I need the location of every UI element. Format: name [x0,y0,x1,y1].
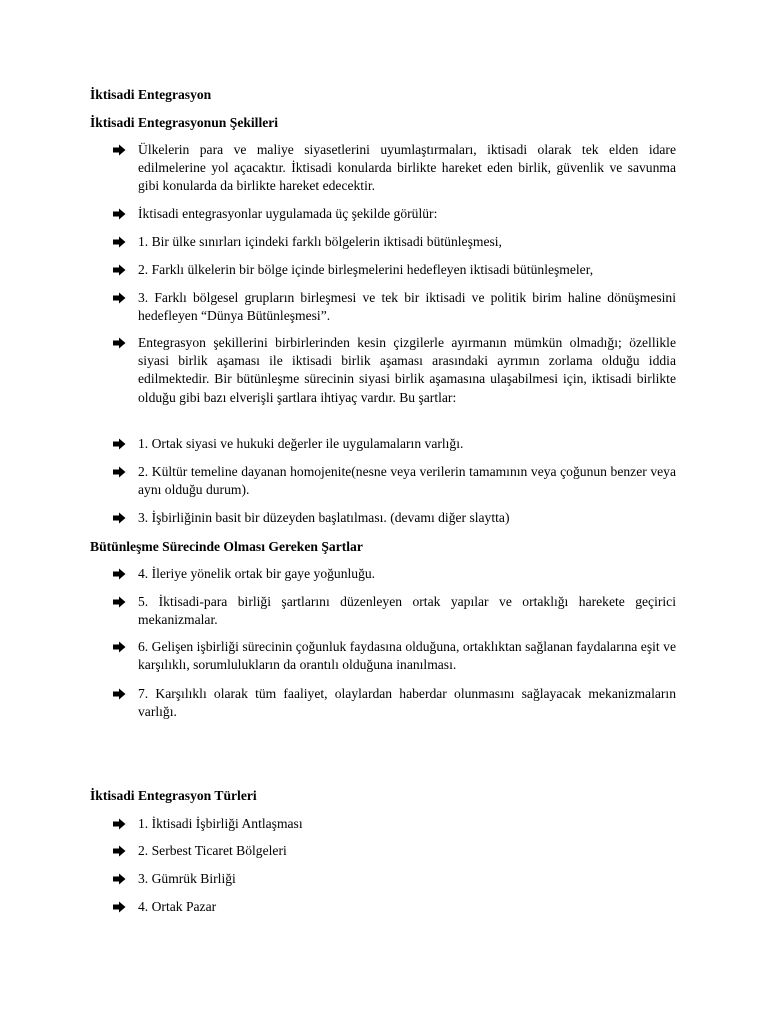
list-item-text: 3. Gümrük Birliği [138,871,236,886]
arrow-bullet-icon [112,236,126,248]
list-item-text: 2. Kültür temeline dayanan homojenite(nesne veya verilerin tamamının veya çoğunun benzer veya aynı olduğu durum). [138,464,676,498]
list-item [112,233,676,251]
list-item-text: 4. İleriye yönelik ortak bir gaye yoğunluğu. [138,566,376,581]
list-item [112,685,676,721]
list-item [112,261,676,279]
arrow-bullet-icon [112,144,126,156]
section-heading-forms: İktisadi Entegrasyonun Şekilleri [90,115,279,130]
arrow-bullet-icon [112,208,126,220]
list-item [112,205,676,223]
list-item [112,593,676,629]
list-item-text: 7. Karşılıklı olarak tüm faaliyet, olaylardan haberdar olunmasını sağlayacak mekanizmaların varlığı. [138,686,676,720]
list-item-text: 6. Gelişen işbirliği sürecinin çoğunluk faydasına olduğuna, ortaklıktan sağlanan faydalarına eşit ve karşılıklı, sorumlulukların da orantılı olduğuna inanılması. [138,639,676,673]
section-heading-types: İktisadi Entegrasyon Türleri [90,788,257,803]
list-item [112,289,676,325]
arrow-bullet-icon [112,818,126,830]
list-item-text: 3. İşbirliğinin basit bir düzeyden başlatılması. (devamı diğer slaytta) [138,510,510,525]
list-item-text: 2. Farklı ülkelerin bir bölge içinde birleşmelerini hedefleyen iktisadi bütünleşmeler, [138,262,594,277]
arrow-bullet-icon [112,292,126,304]
list-item-text: 4. Ortak Pazar [138,899,217,914]
arrow-bullet-icon [112,596,126,608]
list-item [112,463,676,499]
list-item-text: İktisadi entegrasyonlar uygulamada üç şekilde görülür: [138,206,438,221]
arrow-bullet-icon [112,845,126,857]
arrow-bullet-icon [112,641,126,653]
list-item [112,141,676,196]
arrow-bullet-icon [112,264,126,276]
arrow-bullet-icon [112,512,126,524]
arrow-bullet-icon [112,873,126,885]
arrow-bullet-icon [112,901,126,913]
arrow-bullet-icon [112,337,126,349]
list-item-text: 5. İktisadi-para birliği şartlarını düzenleyen ortak yapılar ve ortaklığı harekete geçirici mekanizmalar. [138,594,676,628]
document-title: İktisadi Entegrasyon [90,87,212,102]
list-item [112,815,676,833]
list-item [112,898,676,916]
list-item-text: 1. Ortak siyasi ve hukuki değerler ile uygulamaların varlığı. [138,436,464,451]
list-item-text: 2. Serbest Ticaret Bölgeleri [138,843,287,858]
list-item [112,509,676,527]
list-item [112,870,676,888]
list-item-text: 3. Farklı bölgesel grupların birleşmesi ve tek bir iktisadi ve politik birim haline dönüşmesini hedefleyen “Dünya Bütünleşmesi”. [138,290,676,324]
list-item [112,565,676,583]
list-item [112,435,676,453]
arrow-bullet-icon [112,438,126,450]
list-item-text: 1. Bir ülke sınırları içindeki farklı bölgelerin iktisadi bütünleşmesi, [138,234,502,249]
list-item-text: Entegrasyon şekillerini birbirlerinden kesin çizgilerle ayırmanın mümkün olmadığı; özellikle siyasi birlik aşaması ile iktisadi birlik aşaması arasındaki ayrımın zorlama olduğu iddia edilmektedir. Bir bütünleşme sürecinin siyasi birlik aşamasına ulaşabilmesi için, iktisadi birlikte olduğu gibi bazı elverişli şartlara ihtiyaç vardır. Bu şartlar: [138,335,676,405]
arrow-bullet-icon [112,568,126,580]
list-item [112,334,676,407]
arrow-bullet-icon [112,466,126,478]
section-heading-conditions: Bütünleşme Sürecinde Olması Gereken Şartlar [90,539,363,554]
list-item-text: 1. İktisadi İşbirliği Antlaşması [138,816,303,831]
list-item [112,638,676,674]
list-item-text: Ülkelerin para ve maliye siyasetlerini uyumlaştırmaları, iktisadi olarak tek elden idare edilmelerine yol açacaktır. İktisadi konularda birlikte hareket eden birlik, güvenlik ve savunma gibi konularda da birlikte hareket edecektir. [138,142,676,194]
arrow-bullet-icon [112,688,126,700]
list-item [112,842,676,860]
